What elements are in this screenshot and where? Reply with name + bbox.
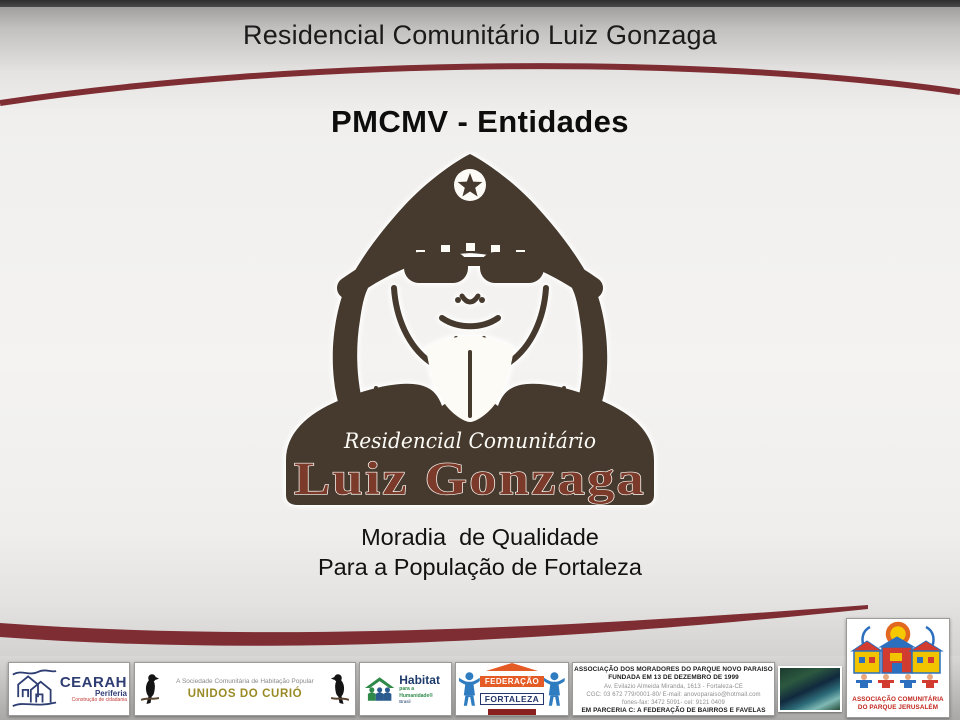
logo-federacao-fortaleza xyxy=(455,662,569,716)
tagline-line1: Moradia de Qualidade xyxy=(361,524,599,550)
assoc-line5: fones-fax: 3472 5091- cel: 9121 0409 xyxy=(621,700,725,707)
logo-parque-jerusalem xyxy=(846,618,950,718)
logo-cearah xyxy=(8,662,130,716)
assoc-line2: FUNDADA EM 13 DE DEZEMBRO DE 1999 xyxy=(608,674,739,682)
curio-line1: A Sociedade Comunitária de Habitação Popular xyxy=(176,678,314,685)
jerusalem-line1: ASSOCIAÇÃO COMUNITÁRIA xyxy=(852,696,944,703)
tagline xyxy=(0,522,960,582)
habitat-house-people-icon xyxy=(363,675,396,703)
jerusalem-line2: DO PARQUE JERUSALÉM xyxy=(857,703,939,711)
slide-title: Residencial Comunitário Luiz Gonzaga xyxy=(243,20,717,50)
pmcmv-heading: PMCMV - Entidades xyxy=(331,104,629,139)
federacao-figure-icon xyxy=(459,667,480,711)
assoc-line1: ASSOCIAÇÃO DOS MORADORES DO PARQUE NOVO PARAISO xyxy=(574,666,773,673)
federacao-banner-bar xyxy=(488,709,536,715)
emblem-script-text: Residencial Comunitário xyxy=(343,429,596,453)
federacao-roof-icon xyxy=(486,663,538,671)
federacao-figure-icon xyxy=(544,667,565,711)
federacao-line1: FEDERAÇÃO xyxy=(480,676,544,687)
cearah-houses-icon xyxy=(11,666,58,712)
luiz-gonzaga-emblem xyxy=(278,148,662,513)
cearah-subtitle: Periferia xyxy=(94,689,127,698)
landscape-photo xyxy=(778,666,842,712)
logo-unidos-do-curio xyxy=(134,662,356,716)
curio-bird-icon xyxy=(331,673,349,705)
assoc-line3: Av. Evilazio Almeida Miranda, 1613 - Fortaleza-CE xyxy=(603,683,744,690)
assoc-line4: CGC: 03 672 779/0001-80/ E-mail: anovoparaiso@hotmail.com xyxy=(586,691,761,698)
curio-bird-icon xyxy=(141,673,159,705)
jerusalem-figures-icon xyxy=(856,674,938,688)
curio-line2: UNIDOS DO CURIÓ xyxy=(187,688,303,700)
cearah-name: CEARAH xyxy=(59,674,127,691)
jerusalem-houses-icon xyxy=(848,621,948,691)
habitat-line2: para a Humanidade® xyxy=(399,685,433,699)
associacao-moradores-text xyxy=(572,662,775,716)
cearah-tagline: Construção de cidadania xyxy=(71,697,127,703)
tagline-line2: Para a População de Fortaleza xyxy=(318,554,642,580)
slide-top-border xyxy=(0,0,960,7)
habitat-line3: Brasil xyxy=(399,698,411,704)
luiz-gonzaga-illustration xyxy=(278,148,662,513)
assoc-line6: EM PARCERIA C: A FEDERAÇÃO DE BAIRROS E FAVELAS xyxy=(581,707,766,715)
federacao-line2: FORTALEZA xyxy=(480,693,544,705)
emblem-name-text: Luiz Gonzaga xyxy=(294,453,646,505)
habitat-name: Habitat xyxy=(399,672,440,687)
logo-habitat xyxy=(359,662,452,716)
